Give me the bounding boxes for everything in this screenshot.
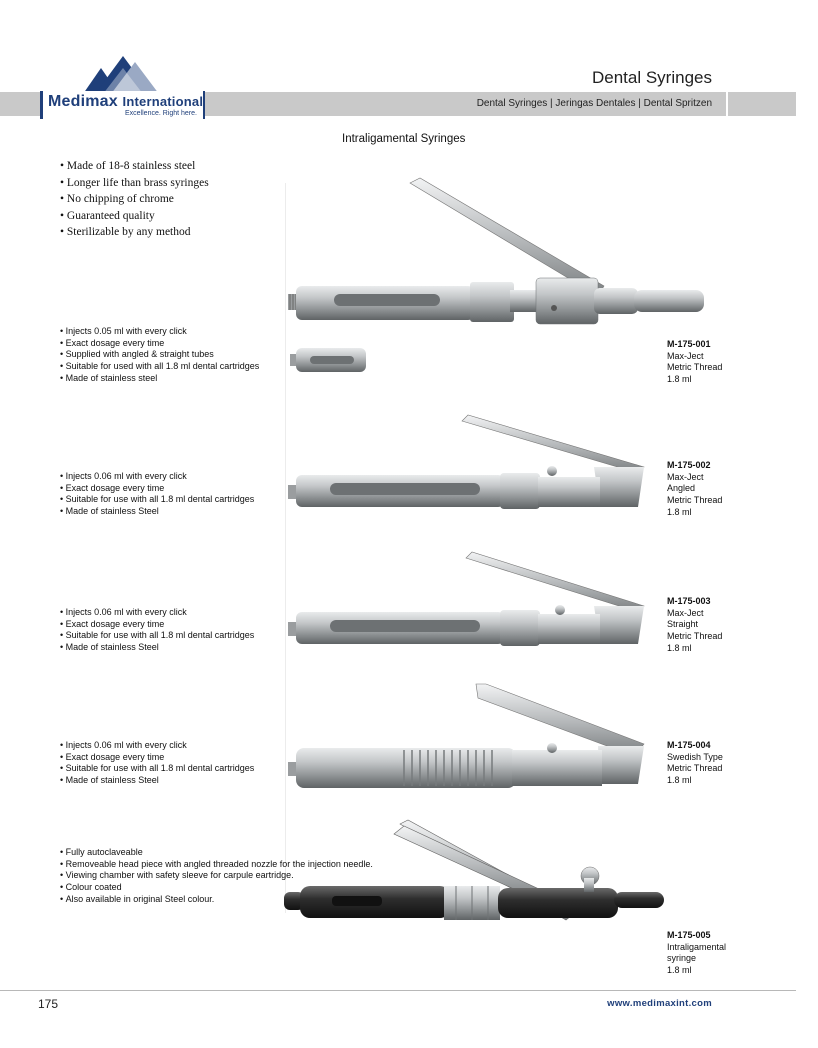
product-detail: Metric Thread xyxy=(667,362,723,373)
syringe-image-max-ject-1 xyxy=(282,178,722,388)
brand-name-main: Medimax xyxy=(48,93,118,110)
product-detail: Max-Ject xyxy=(667,607,704,618)
footer-rule xyxy=(0,990,796,991)
product-detail: 1.8 ml xyxy=(667,642,692,653)
product-detail: Max-Ject xyxy=(667,350,704,361)
product-detail: syringe xyxy=(667,953,697,964)
category-subnav: Dental Syringes | Jeringas Dentales | Dental Spritzen xyxy=(476,98,712,109)
product-bullet: • Injects 0.06 ml with every click xyxy=(60,740,254,752)
product-bullet: • Made of stainless Steel xyxy=(60,775,254,787)
website-link[interactable]: www.medimaxint.com xyxy=(607,998,712,1009)
product-bullet: • Injects 0.06 ml with every click xyxy=(60,607,254,619)
product-bullet: • Made of stainless steel xyxy=(60,373,259,385)
feature-item: • Guaranteed quality xyxy=(60,208,209,225)
syringe-image-swedish-type xyxy=(282,684,662,794)
feature-item: • No chipping of chrome xyxy=(60,191,209,208)
product-bullet: • Supplied with angled & straight tubes xyxy=(60,349,259,361)
product-bullet: • Exact dosage every time xyxy=(60,338,259,350)
product-bullet: • Suitable for use with all 1.8 ml dental cartridges xyxy=(60,494,254,506)
product-bullet: • Suitable for use with all 1.8 ml dental cartridges xyxy=(60,763,254,775)
product-bullet: • Exact dosage every time xyxy=(60,752,254,764)
product-detail: Metric Thread xyxy=(667,495,723,506)
product-detail: 1.8 ml xyxy=(667,506,692,517)
feature-item: • Longer life than brass syringes xyxy=(60,175,209,192)
product-bullet: • Removeable head piece with angled threaded nozzle for the injection needle. xyxy=(60,859,373,871)
product-bullet: • Made of stainless Steel xyxy=(60,642,254,654)
product-bullet: • Suitable for use with all 1.8 ml dental cartridges xyxy=(60,630,254,642)
product-bullet: • Suitable for used with all 1.8 ml dental cartridges xyxy=(60,361,259,373)
product-detail: Metric Thread xyxy=(667,763,723,774)
product-code: M-175-001 xyxy=(667,339,711,349)
section-title: Intraligamental Syringes xyxy=(342,133,466,145)
product-bullet-list xyxy=(60,740,254,787)
product-code: M-175-005 xyxy=(667,930,711,940)
product-bullet: • Exact dosage every time xyxy=(60,483,254,495)
product-detail: 1.8 ml xyxy=(667,775,692,786)
brand-name-suffix: International xyxy=(122,94,204,109)
product-bullet-list xyxy=(60,471,254,518)
header-band-divider xyxy=(726,92,728,116)
syringe-image-max-ject-straight xyxy=(282,552,662,652)
product-bullet: • Exact dosage every time xyxy=(60,619,254,631)
product-detail: Max-Ject xyxy=(667,471,704,482)
product-code-block xyxy=(667,930,726,977)
product-code-block xyxy=(667,596,722,655)
syringe-image-intraligamental xyxy=(284,816,674,932)
product-code-block xyxy=(667,460,722,519)
product-code: M-175-002 xyxy=(667,460,711,470)
page-number: 175 xyxy=(38,997,59,1011)
brand-tagline: Excellence. Right here. xyxy=(125,110,197,117)
brand-name xyxy=(48,93,203,111)
product-detail: Intraligamental xyxy=(667,941,727,952)
product-detail: Straight xyxy=(667,619,699,630)
product-bullet: • Injects 0.05 ml with every click xyxy=(60,326,259,338)
feature-list xyxy=(60,158,209,241)
page-title: Dental Syringes xyxy=(591,68,712,87)
company-logo-icon xyxy=(83,54,163,96)
product-bullet: • Made of stainless Steel xyxy=(60,506,254,518)
product-detail: Angled xyxy=(667,483,696,494)
product-bullet: • Colour coated xyxy=(60,882,373,894)
syringe-image-max-ject-angled xyxy=(282,415,662,515)
product-detail: Swedish Type xyxy=(667,751,723,762)
product-code-block xyxy=(667,740,723,787)
product-bullet: • Injects 0.06 ml with every click xyxy=(60,471,254,483)
feature-item: • Made of 18-8 stainless steel xyxy=(60,158,209,175)
product-code: M-175-004 xyxy=(667,740,711,750)
product-bullet-list xyxy=(60,326,259,385)
product-bullet-list xyxy=(60,607,254,654)
product-detail: 1.8 ml xyxy=(667,965,692,976)
feature-item: • Sterilizable by any method xyxy=(60,224,209,241)
product-detail: Metric Thread xyxy=(667,631,723,642)
product-bullet: • Fully autoclaveable xyxy=(60,847,373,859)
product-code: M-175-003 xyxy=(667,596,711,606)
product-bullet: • Also available in original Steel colour. xyxy=(60,894,373,906)
product-bullet: • Viewing chamber with safety sleeve for carpule eartridge. xyxy=(60,870,373,882)
product-detail: 1.8 ml xyxy=(667,374,692,385)
